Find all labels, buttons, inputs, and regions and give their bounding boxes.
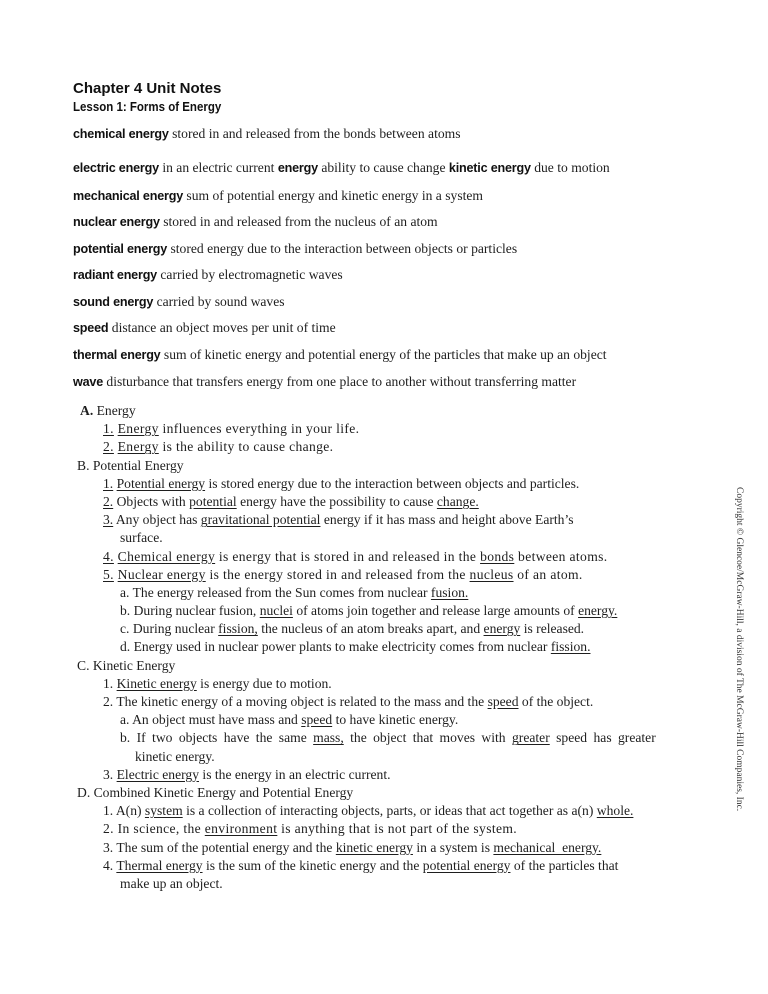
- vocab-term: kinetic energy: [448, 161, 531, 175]
- vocab-entry-sound-energy: [73, 294, 285, 310]
- item-text: is stored energy due to the interaction between objects and particles.: [205, 475, 580, 491]
- outline-letter: C.: [77, 657, 90, 673]
- item-text: is energy due to motion.: [196, 675, 332, 691]
- outline-heading-text: Energy: [93, 403, 136, 418]
- item-text: is anything that is not part of the system.: [277, 821, 518, 837]
- item-text: between atoms.: [514, 548, 608, 564]
- blank-answer: kinetic energy: [335, 839, 413, 855]
- notes-outline: [77, 402, 720, 893]
- outline-subitem: [80, 638, 720, 656]
- blank-answer: system: [144, 803, 183, 819]
- blank-answer: nucleus: [469, 566, 514, 582]
- outline-item: [80, 420, 720, 438]
- vocab-entry-chemical-energy: [73, 126, 461, 142]
- vocab-definition: distance an object moves per unit of time: [108, 320, 336, 335]
- subitem-letter: b.: [120, 730, 131, 746]
- item-number: 2.: [103, 493, 114, 509]
- item-text: The kinetic energy of a moving object is related to the mass and the: [113, 694, 488, 709]
- item-number: 2.: [103, 821, 114, 837]
- item-number: 4.: [103, 857, 114, 873]
- vocab-definition: stored energy due to the interaction between objects or particles: [167, 241, 518, 256]
- outline-subitem: [80, 584, 720, 602]
- vocab-term: mechanical energy: [73, 189, 183, 203]
- outline-item: [80, 857, 720, 875]
- vocab-term: wave: [73, 375, 104, 389]
- blank-answer: Energy: [117, 439, 159, 455]
- item-text: is the sum of the kinetic energy and the: [202, 857, 423, 873]
- subitem-letter: b.: [120, 603, 131, 619]
- item-text: Any object has: [113, 512, 201, 528]
- vocab-definition: sum of potential energy and kinetic energy in a system: [183, 188, 483, 203]
- outline-item: [80, 766, 720, 784]
- item-text: the nucleus of an atom breaks apart, and: [257, 621, 484, 637]
- outline-subitem-continuation: kinetic energy.: [135, 748, 215, 764]
- item-text: Objects with: [113, 493, 190, 509]
- vocab-term: potential energy: [73, 242, 168, 256]
- vocab-definition: sum of kinetic energy and potential energy of the particles that make up an object: [160, 347, 607, 362]
- blank-answer: change.: [436, 493, 479, 509]
- vocab-definition: carried by electromagnetic waves: [157, 267, 343, 282]
- subitem-letter: a.: [120, 712, 130, 728]
- vocab-term: chemical energy: [73, 127, 169, 141]
- blank-answer: Potential energy: [116, 475, 206, 491]
- item-text: During nuclear: [129, 621, 219, 637]
- vocab-definition: ability to cause change: [317, 160, 449, 175]
- item-number: 3.: [103, 766, 114, 782]
- item-text: to have kinetic energy.: [332, 712, 459, 728]
- blank-answer: fusion.: [430, 584, 469, 600]
- item-text: If two objects have the same: [130, 730, 314, 746]
- vocab-entry-radiant-energy: [73, 267, 343, 283]
- outline-item: [80, 675, 720, 693]
- outline-heading-c: [77, 657, 720, 675]
- item-text: The sum of the potential energy and the: [113, 839, 336, 855]
- outline-heading-text: Combined Kinetic Energy and Potential Energy: [90, 784, 354, 800]
- lesson-subtitle: Lesson 1: Forms of Energy: [73, 100, 222, 114]
- item-number: 1.: [103, 421, 114, 437]
- blank-answer: Chemical energy: [117, 548, 216, 564]
- blank-answer: speed: [487, 694, 519, 709]
- outline-heading-b: [77, 457, 720, 475]
- outline-item: [80, 820, 720, 838]
- blank-answer: speed: [301, 712, 333, 728]
- blank-answer: bonds: [480, 548, 515, 564]
- item-text: is energy that is stored in and released in the: [215, 548, 481, 564]
- item-text: speed has greater: [549, 730, 656, 746]
- vocab-entry-mechanical-energy: [73, 188, 483, 204]
- item-number: 4.: [103, 548, 114, 564]
- item-number: 2.: [103, 439, 114, 455]
- vocab-term: electric energy: [73, 161, 159, 175]
- vocab-definition: disturbance that transfers energy from one place to another without transferring matter: [103, 374, 577, 389]
- vocab-entry-potential-energy: [73, 241, 517, 257]
- item-text: An object must have mass and: [129, 712, 302, 728]
- item-text: A(n): [113, 803, 145, 819]
- outline-subitem: [80, 711, 720, 729]
- vocab-entry-wave: [73, 374, 576, 390]
- blank-answer: gravitational potential: [200, 512, 321, 528]
- blank-answer: Energy: [117, 421, 159, 437]
- item-text: is the ability to cause change.: [158, 439, 334, 455]
- outline-item: [80, 511, 720, 529]
- blank-answer: Thermal energy: [116, 857, 203, 873]
- item-text: The energy released from the Sun comes from nuclear: [129, 584, 431, 600]
- outline-item: [80, 693, 720, 711]
- outline-heading-text: Kinetic Energy: [89, 657, 176, 673]
- subitem-letter: a.: [120, 584, 130, 600]
- outline-item: [80, 839, 720, 857]
- vocab-term: sound energy: [73, 295, 154, 309]
- outline-subitem: [80, 620, 720, 638]
- vocab-entry-thermal-energy: [73, 347, 607, 363]
- blank-answer: greater: [512, 730, 550, 746]
- item-text: the object that moves with: [343, 730, 512, 746]
- blank-answer: whole.: [596, 803, 634, 819]
- page-title: Chapter 4 Unit Notes: [73, 80, 222, 97]
- outline-heading-text: Potential Energy: [89, 457, 184, 473]
- blank-answer: energy: [483, 621, 521, 637]
- item-text: of an atom.: [513, 566, 583, 582]
- outline-letter: B.: [77, 457, 90, 473]
- vocab-entry-speed: [73, 320, 336, 336]
- vocab-definition: stored in and released from the nucleus of an atom: [159, 214, 438, 229]
- blank-answer: nuclei: [259, 603, 293, 619]
- outline-item-continuation: surface.: [120, 530, 163, 546]
- item-text: of atoms join together and release large amounts of: [292, 603, 579, 619]
- vocab-entry-nuclear-energy: [73, 214, 438, 230]
- item-text: is the energy in an electric current.: [199, 766, 391, 782]
- outline-item: [80, 566, 720, 584]
- blank-answer: environment: [204, 821, 278, 837]
- vocab-definition: stored in and released from the bonds between atoms: [168, 126, 461, 141]
- item-number: 2.: [103, 694, 114, 709]
- vocab-definition: due to motion: [530, 160, 610, 175]
- vocab-term: radiant energy: [73, 268, 157, 282]
- item-text: in a system is: [412, 839, 494, 855]
- item-text: is the energy stored in and released from the: [205, 566, 470, 582]
- item-text: In science, the: [113, 821, 205, 837]
- vocab-term: energy: [277, 161, 318, 175]
- vocab-term: nuclear energy: [73, 215, 160, 229]
- outline-item: [80, 475, 720, 493]
- blank-answer: fission.: [550, 639, 591, 655]
- copyright-text: Copyright © Glencoe/McGraw-Hill, a division of The McGraw-Hill Companies, Inc.: [734, 487, 744, 812]
- item-number: 1.: [103, 475, 114, 491]
- item-text: Energy used in nuclear power plants to make electricity comes from nuclear: [130, 639, 551, 655]
- vocab-entry-electric-energy: [73, 160, 610, 176]
- blank-answer: Nuclear energy: [117, 566, 206, 582]
- subitem-letter: d.: [120, 639, 131, 655]
- vocab-definition: in an electric current: [158, 160, 278, 175]
- item-text: is a collection of interacting objects, parts, or ideas that act together as a(n): [182, 803, 597, 819]
- blank-answer: Kinetic energy: [116, 675, 197, 691]
- item-number: 5.: [103, 566, 114, 582]
- blank-answer: mass,: [313, 730, 344, 746]
- outline-subitem: [80, 602, 720, 620]
- item-text: During nuclear fusion,: [130, 603, 260, 619]
- vocab-definition: carried by sound waves: [153, 294, 285, 309]
- item-number: 1.: [103, 803, 114, 819]
- blank-answer: mechanical energy.: [493, 839, 602, 855]
- item-number: 3.: [103, 512, 114, 528]
- item-text: of the object.: [518, 694, 594, 709]
- outline-item: [80, 802, 720, 820]
- vocab-term: thermal energy: [73, 348, 161, 362]
- outline-item: [80, 438, 720, 456]
- blank-answer: potential energy: [422, 857, 511, 873]
- copyright-notice: [733, 487, 745, 827]
- outline-item: [80, 493, 720, 511]
- outline-heading-a: [80, 402, 720, 420]
- item-text: energy have the possibility to cause: [236, 493, 437, 509]
- item-text: energy if it has mass and height above Earth’s: [320, 512, 574, 528]
- blank-answer: potential: [189, 493, 237, 509]
- item-text: influences everything in your life.: [158, 421, 360, 437]
- outline-heading-d: [77, 784, 720, 802]
- vocab-term: speed: [73, 321, 109, 335]
- item-number: 1.: [103, 675, 114, 691]
- outline-letter: D.: [77, 784, 91, 800]
- outline-letter: A.: [80, 403, 94, 418]
- subitem-letter: c.: [120, 621, 130, 637]
- outline-item: [80, 548, 720, 566]
- outline-subitem: [80, 729, 720, 747]
- blank-answer: Electric energy: [116, 766, 200, 782]
- outline-item-continuation: make up an object.: [120, 875, 223, 891]
- blank-answer: energy.: [578, 603, 618, 619]
- blank-answer: fission,: [218, 621, 258, 637]
- item-text: of the particles that: [510, 857, 619, 873]
- item-text: is released.: [520, 621, 585, 637]
- item-number: 3.: [103, 839, 114, 855]
